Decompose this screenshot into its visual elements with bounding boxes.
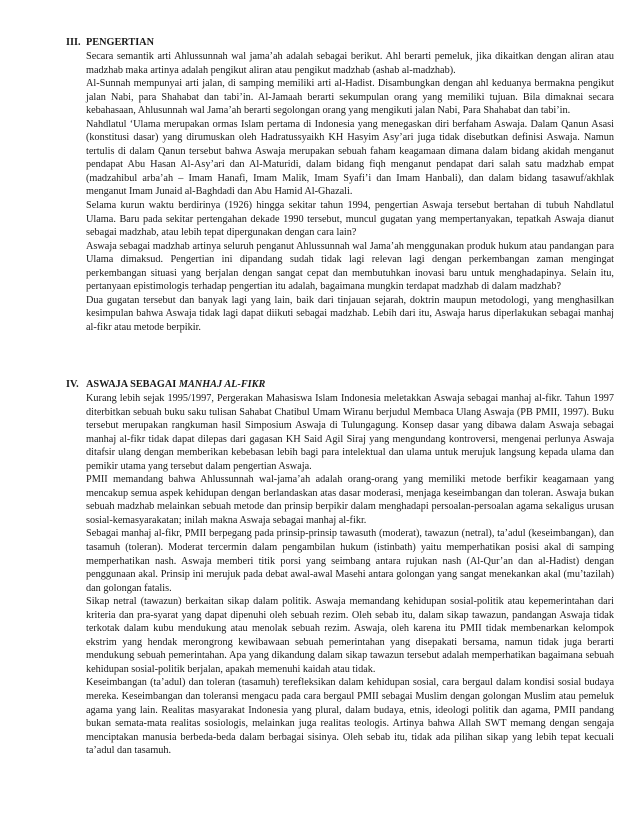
section-pengertian <box>66 36 614 334</box>
paragraph: Sebagai manhaj al-fikr, PMII berpegang pada prinsip-prinsip tawasuth (moderat), tawazun (netral), ta’adul (keseimbangan), dan tasamuh (toleran). Moderat tercermin dalam pengambilan hukum (istinbath) yaitu memperhatikan posisi akal di samping memperhatikan nash. Aswaja memberi titik porsi yang seimbang antara rujukan nash (Al-Qur’an dan al-Hadist) dengan penggunaan akal. Prinsip ini merujuk pada debat awal-awal Masehi antara golongan yang sangat menekankan akal (mu’tazilah) dan golongan fatalis. <box>86 528 614 594</box>
paragraph: Selama kurun waktu berdirinya (1926) hingga sekitar tahun 1994, pengertian Aswaja tersebut bertahan di tubuh Nahdlatul Ulama. Baru pada sekitar pertengahan dekade 1990 tersebut, muncul gugatan yang mempertanyakan, tepatkah Aswaja dianut sebagai madzhab, atau lebih tepat dipergunakan dengan cara lain? <box>86 200 614 239</box>
section-number: IV. <box>66 379 79 390</box>
paragraph: Aswaja sebagai madzhab artinya seluruh penganut Ahlussunnah wal Jama’ah menggunakan produk hukum atau pandangan para Ulama dimaksud. Pengertian ini dipandang sudah tidak lagi relevan lagi dengan perkembangan zaman mengingat perkembangan situasi yang berjalan dengan sangat cepat dan membutuhkan inovasi baru untuk menghadapinya. Selain itu, pertanyaan epistimologis terhadap pengertian itu adalah, bagaimana mungkin terdapat madzhab di dalam madzhab? <box>86 240 614 293</box>
paragraph: Al-Sunnah mempunyai arti jalan, di samping memiliki arti al-Hadist. Disambungkan dengan ahl keduanya bermakna pengikut jalan Nabi, para Shahabat dan tabi’in. Al-Jamaah berarti sekumpulan orang yang memiliki tujuan. Bila dimaknai secara kebahasaan, Ahlusunnah wal Jama’ah berarti segolongan orang yang mengikuti jalan Nabi, Para Shahabat dan tabi’in. <box>86 78 614 117</box>
paragraph: Keseimbangan (ta’adul) dan toleran (tasamuh) terefleksikan dalam kehidupan sosial, cara bergaul dalam kondisi sosial budaya mereka. Keseimbangan dan toleransi mengacu pada cara bergaul PMII sebagai Muslim dengan golongan Muslim atau pemeluk agama yang lain. Realitas masyarakat Indonesia yang plural, dalam budaya, etnis, ideologi politik dan agama, PMII pandang bukan semata-mata realitas sosiologis, melainkan juga realitas teologis. Artinya bahwa Allah SWT memang dengan sengaja menciptakan manusia berbeda-beda dalam berbagai sisinya. Oleh sebab itu, tidak ada pilihan sikap yang lebih tepat kecuali ta’adul dan tasamuh. <box>86 677 614 757</box>
paragraph: Secara semantik arti Ahlussunnah wal jama’ah adalah sebagai berikut. Ahl berarti pemeluk, jika dikaitkan dengan aliran atau madzhab maka artinya adalah pengikut aliran atau pengikut madzhab (ashab al-madzhab). <box>86 51 614 76</box>
paragraph: Nahdlatul ‘Ulama merupakan ormas Islam pertama di Indonesia yang menegaskan diri berfaham Aswaja. Dalam Qanun Asasi (konstitusi dasar) yang dirumuskan oleh Hadratussyaikh KH Hasyim Asy’ari juga tidak disebutkan definisi Aswaja. Namun tertulis di dalam Qanun tersebut bahwa Aswaja merupakan sebuah faham keagamaan dimana dalam bidang akidah menganut pendapat Abu Hasan Al-Asy’ari dan Al-Maturidi, dalam bidang fiqh menganut pendapat dari salah satu madzhab empat (madzahibul arba’ah – Imam Hanafi, Imam Malik, Imam Syafi’i dan Imam Hanbali), dan dalam bidang tasawuf/akhlak menganut Imam Junaid al-Baghdadi dan Abu Hamid Al-Ghazali. <box>86 118 614 198</box>
section-title-text: PENGERTIAN <box>86 37 154 48</box>
section-heading <box>66 378 614 392</box>
section-body <box>86 392 614 758</box>
section-number: III. <box>66 37 81 48</box>
section-heading <box>66 36 614 50</box>
section-title <box>86 378 265 392</box>
section-aswaja-manhaj <box>66 378 614 758</box>
paragraph: Kurang lebih sejak 1995/1997, Pergerakan Mahasiswa Islam Indonesia meletakkan Aswaja sebagai manhaj al-fikr. Tahun 1997 diterbitkan sebuah buku saku tulisan Sahabat Chatibul Umam Wiranu berjudul Membaca Ulang Aswaja (PB PMII, 1997). Buku tersebut merupakan rangkuman hasil Simposium Aswaja di Tulungagung. Konsep dasar yang dibawa dalam Aswaja sebagai manhaj al-fikr tidak dapat dilepas dari gagasan KH Said Agil Siraj yang mengundang kontroversi, mengenai perlunya Aswaja ditafsir ulang dengan memberikan kebebasan lebih bagi para intelektual dan ulama untuk merujuk langsung kepada ulama dan pemikir utama yang tersebut dalam pengertian Aswaja. <box>86 393 614 472</box>
paragraph: Sikap netral (tawazun) berkaitan sikap dalam politik. Aswaja memandang kehidupan sosial-politik atau kepemerintahan dari kriteria dan pra-syarat yang dapat dipenuhi oleh sebuah rezim. Oleh sebab itu, dalam sikap tawazun, pandangan Aswaja tidak terkotak dalam kubu mendukung atau menolak sebuah rezim. Aswaja, oleh karena itu PMII tidak membenarkan kelompok ekstrim yang hendak merongrong kewibawaan sebuah pemerintahan yang disepakati bersama, namun tidak juga berarti mendukung sebuah pemerintahan. Apa yang dikandung dalam sikap tawazun tersebut adalah memperhatikan bagaimana sebuah kehidupan sosial-politik berjalan, apakah memenuhi kaidah atau tidak. <box>86 596 614 675</box>
section-title-italic: MANHAJ AL-FIKR <box>178 379 266 390</box>
section-title <box>86 36 154 50</box>
section-body <box>86 50 614 334</box>
paragraph: Dua gugatan tersebut dan banyak lagi yang lain, baik dari tinjauan sejarah, doktrin maupun metodologi, yang menghasilkan kesimpulan bahwa Aswaja tidak lagi dapat diikuti sebagai madzhab. Lebih dari itu, Aswaja harus diperlakukan sebagai manhaj al-fikr atau metode berpikir. <box>86 294 614 333</box>
paragraph: PMII memandang bahwa Ahlussunnah wal-jama’ah adalah orang-orang yang memiliki metode berfikir keagamaan yang mencakup semua aspek kehidupan dengan berlandaskan atas dasar moderasi, menjaga keseimbangan dan toleran. Aswaja bukan sebuah madzhab melainkan sebuah metode dan prinsip berpikir dalam menghadapi persoalan-persoalan agama sekaligus urusan sosial-kemasyarakatan; inilah makna Aswaja sebagai manhaj al-fikr. <box>86 474 614 526</box>
section-title-text: ASWAJA SEBAGAI <box>86 379 177 390</box>
